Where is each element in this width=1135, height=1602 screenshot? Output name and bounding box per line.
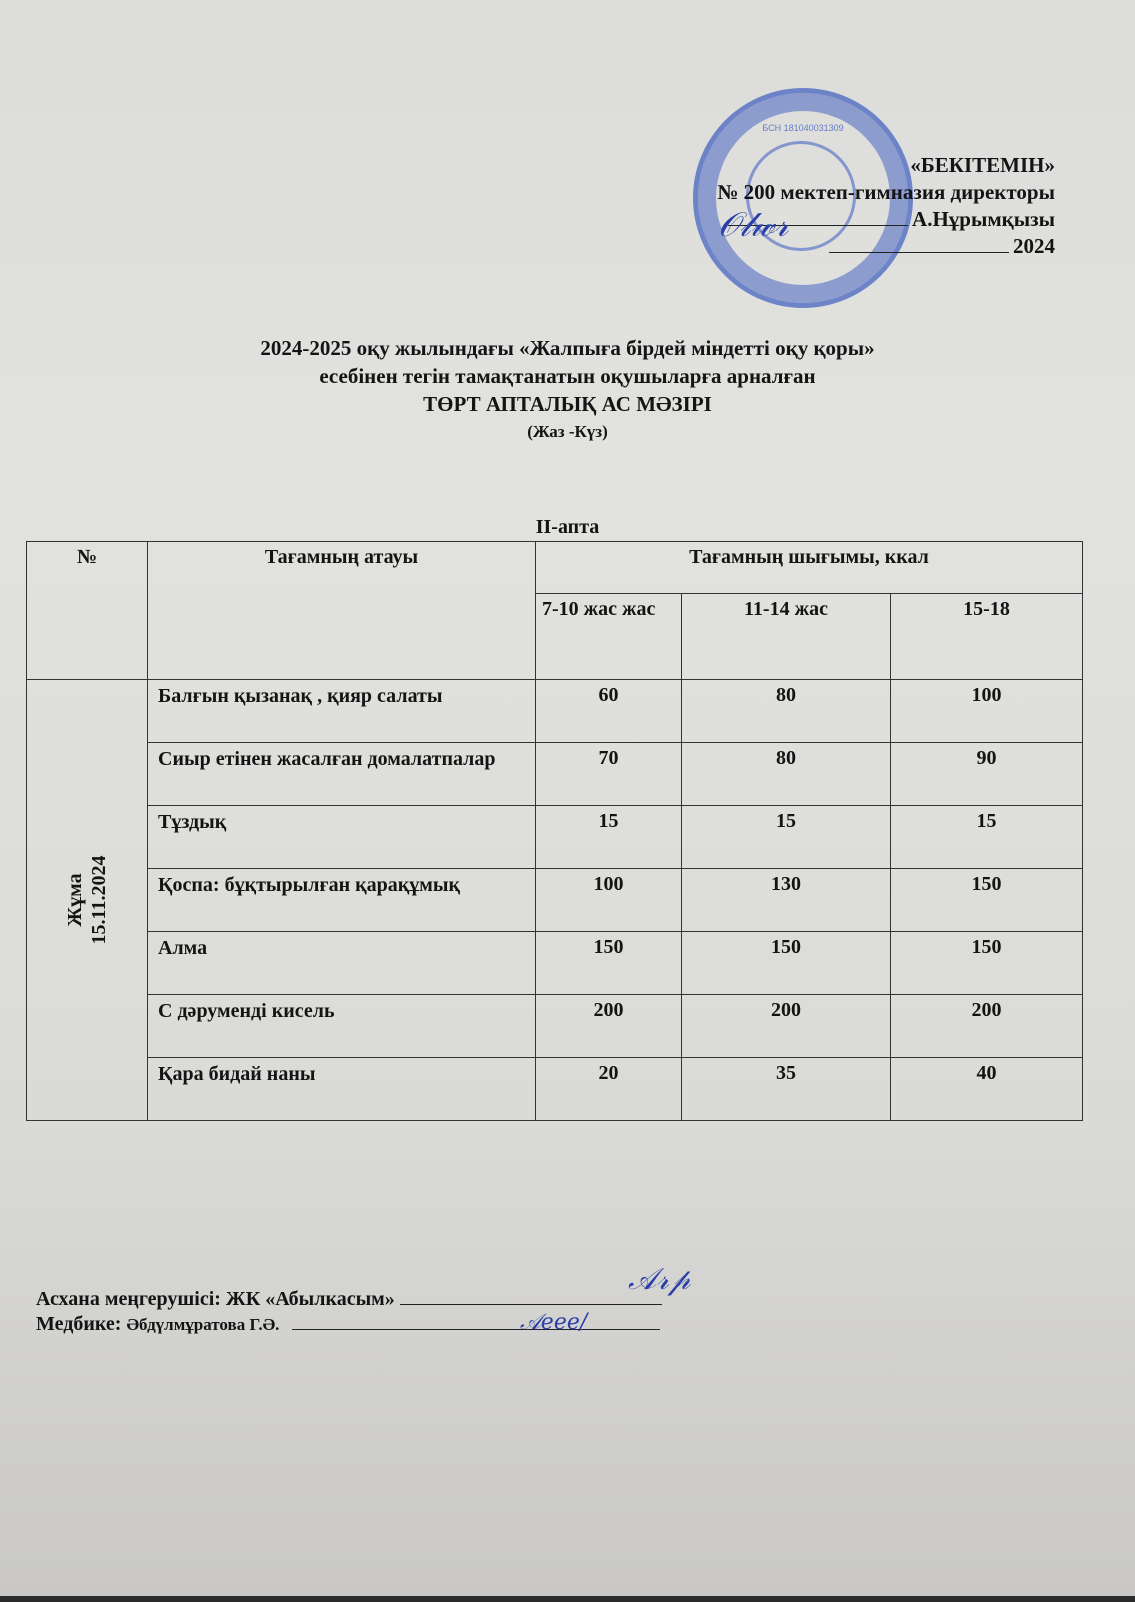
kcal-7-10: 150 (536, 932, 682, 995)
dish-name: Алма (148, 932, 536, 995)
kcal-7-10: 200 (536, 995, 682, 1058)
week-label: ІІ-апта (535, 516, 600, 538)
dish-name: Қоспа: бұқтырылған қарақұмық (148, 869, 536, 932)
kcal-15-18: 40 (891, 1058, 1083, 1121)
heading-line-3: ТӨРТ АПТАЛЫҚ АС МӘЗІРІ (423, 392, 712, 416)
table-row (27, 806, 1083, 869)
director-name: А.Нұрымқызы (912, 207, 1055, 231)
day-weekday: Жұма (64, 873, 86, 927)
dish-name: Тұздық (148, 806, 536, 869)
stamp-bin: БСН 181040031309 (762, 123, 844, 133)
kcal-7-10: 60 (536, 680, 682, 743)
kcal-11-14: 80 (682, 743, 891, 806)
heading-line-2: есебінен тегін тамақтанатын оқушыларға арналған (319, 364, 816, 388)
table-row (27, 869, 1083, 932)
canteen-signature-icon: 𝒜𝓇𝓅 (628, 1262, 691, 1297)
dish-name: Балғын қызанақ , қияр салаты (148, 680, 536, 743)
header-dish-name: Тағамның атауы (148, 542, 536, 680)
canteen-manager-label: Асхана меңгерушісі: ЖК «Абылкасым» (36, 1288, 395, 1310)
kcal-15-18: 150 (891, 869, 1083, 932)
table-row (27, 995, 1083, 1058)
dish-name: Сиыр етінен жасалған домалатпалар (148, 743, 536, 806)
header-age-11-14: 11-14 жас (682, 594, 891, 680)
season-label: (Жаз -Күз) (527, 422, 608, 441)
menu-table (26, 541, 1083, 1121)
header-age-15-18: 15-18 (891, 594, 1083, 680)
day-cell (27, 680, 148, 1121)
bottom-edge (0, 1596, 1135, 1602)
header-number: № (27, 542, 148, 680)
dish-name: Қара бидай наны (148, 1058, 536, 1121)
kcal-11-14: 80 (682, 680, 891, 743)
kcal-11-14: 15 (682, 806, 891, 869)
kcal-11-14: 150 (682, 932, 891, 995)
header-age-7-10: 7-10 жас жас (536, 594, 682, 680)
heading-line-1: 2024-2025 оқу жылындағы «Жалпыға бірдей міндетті оқу қоры» (260, 336, 875, 360)
kcal-15-18: 200 (891, 995, 1083, 1058)
table-header-row (27, 542, 1083, 594)
nurse-name: Әбдүлмұратова Г.Ә. (126, 1315, 280, 1334)
kcal-15-18: 100 (891, 680, 1083, 743)
table-row (27, 1058, 1083, 1121)
document-heading (0, 334, 1135, 446)
kcal-15-18: 90 (891, 743, 1083, 806)
kcal-15-18: 150 (891, 932, 1083, 995)
approval-year: 2024 (1013, 234, 1055, 258)
table-row (27, 680, 1083, 743)
kcal-7-10: 20 (536, 1058, 682, 1121)
kcal-11-14: 130 (682, 869, 891, 932)
nurse-label: Медбике: (36, 1313, 122, 1335)
kcal-11-14: 35 (682, 1058, 891, 1121)
kcal-7-10: 100 (536, 869, 682, 932)
table-row (27, 932, 1083, 995)
nurse-signature-line (292, 1313, 660, 1330)
table-row (27, 743, 1083, 806)
kcal-11-14: 200 (682, 995, 891, 1058)
day-date: 15.11.2024 (88, 855, 110, 945)
approval-position: № 200 мектеп-гимназия директоры (717, 180, 1055, 204)
director-signature-icon: 𝒪𝓁𝓌𝓇 (718, 205, 789, 245)
nurse-signature-icon: 𝒜𝑒𝑒𝑒/ (520, 1310, 588, 1335)
dish-name: С дәруменді кисель (148, 995, 536, 1058)
canteen-signature-line (400, 1288, 662, 1305)
date-line (829, 234, 1009, 253)
approval-title: «БЕКІТЕМІН» (910, 153, 1055, 177)
kcal-7-10: 15 (536, 806, 682, 869)
header-yield: Тағамның шығымы, ккал (536, 542, 1083, 594)
kcal-7-10: 70 (536, 743, 682, 806)
kcal-15-18: 15 (891, 806, 1083, 869)
